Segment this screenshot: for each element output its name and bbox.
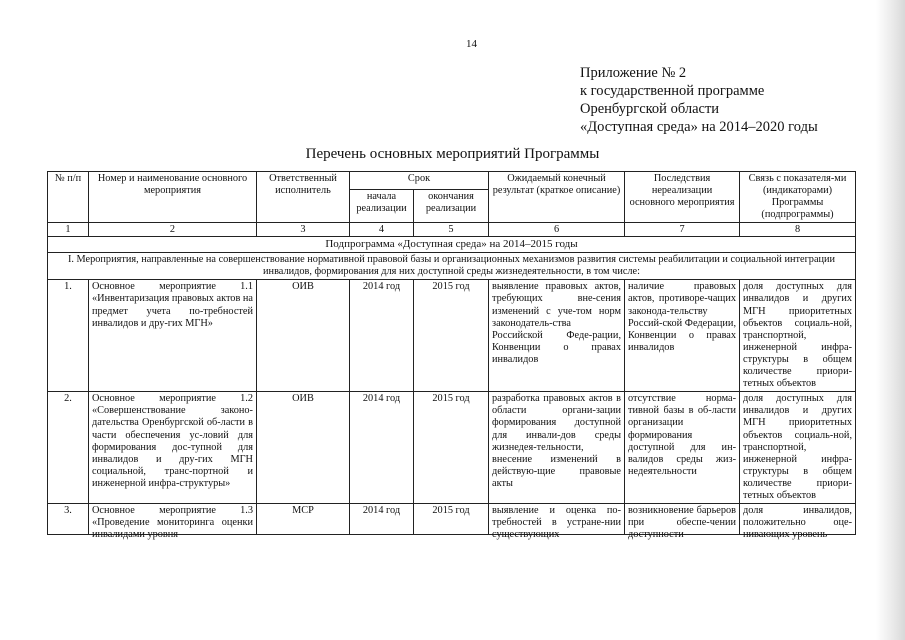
executor: ОИВ: [257, 392, 350, 504]
appendix-line-4: «Доступная среда» на 2014–2020 годы: [580, 119, 818, 135]
row-number: 3.: [64, 505, 72, 517]
header-no: № п/п: [48, 172, 89, 223]
document-title: Перечень основных мероприятий Программы: [305, 146, 600, 162]
activities-table: [47, 171, 856, 541]
column-number: 1: [48, 223, 89, 237]
table-row: [48, 280, 856, 392]
appendix-line-3: Оренбургской области: [580, 101, 720, 117]
appendix-heading: [580, 64, 818, 136]
header-end: окончания реализации: [414, 190, 489, 223]
header-consequences: Последствия нереализации основного мероприятия: [625, 172, 740, 223]
section-title: I. Мероприятия, направленные на совершенствование нормативной правовой базы и организационных механизмов развития системы реабилитации и социальной интеграции инвалидов, формирования для них доступной среды жизнедеятельности, в том числе:: [48, 253, 856, 280]
column-number: 8: [740, 223, 856, 237]
row-number: 2.: [48, 392, 89, 504]
executor: ОИВ: [257, 280, 350, 392]
row-number: 1.: [48, 280, 89, 392]
indicator-link: доля доступных для инвалидов и других МГН приоритетных объектов социаль-ной, транспортной, инженерной инфра-структуры в общем количестве приори-тетных объектов: [740, 280, 856, 392]
header-indicator-link: Связь с показателя-ми (индикаторами) Программы (подпрограммы): [740, 172, 856, 223]
column-number: 5: [414, 223, 489, 237]
column-number: 3: [257, 223, 350, 237]
table-header-row: [48, 172, 856, 190]
page-number: 14: [466, 38, 477, 50]
column-number: 4: [350, 223, 414, 237]
indicator-link: доля доступных для инвалидов и других МГН приоритетных объектов социаль-ной, транспортной, инженерной инфра-структуры в общем количестве приори-тетных объектов: [740, 392, 856, 504]
column-number-row: [48, 223, 856, 237]
column-number: 6: [489, 223, 625, 237]
indicator-link: доля инвалидов, положительно оце-нивающих уровень: [743, 505, 853, 541]
consequences: возникновение барьеров при обеспе-чении доступности: [628, 505, 737, 541]
subprogram-row: [48, 237, 856, 253]
table-row: [48, 504, 856, 535]
expected-result: разработка правовых актов в области органи-зации формирования доступной для инвали-дов среды жизнедея-тельности, внесение изменений в действую-щие правовые акты: [489, 392, 625, 504]
appendix-line-2: к государственной программе: [580, 83, 765, 99]
activity-name: Основное мероприятие 1.1 «Инвентаризация правовых актов на предмет учета по-требностей инвалидов и дру-гих МГН»: [89, 280, 257, 392]
header-executor: Ответственный исполнитель: [257, 172, 350, 223]
activity-name: Основное мероприятие 1.2 «Совершенствование законо-дательства Оренбургской об-ласти в части обеспечения ус-ловий для формирования дос-тупной для инвалидов и дру-гих МГН социальной, транс-портной и инженерной инфра-структуры»: [89, 392, 257, 504]
header-expected-result: Ожидаемый конечный результат (краткое описание): [489, 172, 625, 223]
subprogram-title: Подпрограмма «Доступная среда» на 2014–2015 годы: [48, 237, 856, 253]
table-row: [48, 392, 856, 504]
expected-result: выявление и оценка по-требностей в устране-нии существующих: [492, 505, 622, 541]
appendix-line-1: Приложение № 2: [580, 65, 687, 81]
column-number: 2: [89, 223, 257, 237]
header-activity-name: Номер и наименование основного мероприятия: [89, 172, 257, 223]
start-year: 2014 год: [362, 505, 401, 517]
executor: МСР: [292, 505, 314, 517]
end-year: 2015 год: [414, 392, 489, 504]
header-start: начала реализации: [350, 190, 414, 223]
expected-result: выявление правовых актов, требующих вне-сения изменений с уче-том норм законодатель-ства Российской Феде-рации, Конвенции о правах инвалидов: [489, 280, 625, 392]
header-term: Срок: [350, 172, 489, 190]
start-year: 2014 год: [350, 392, 414, 504]
activity-name: Основное мероприятие 1.3 «Проведение мониторинга оценки инвалидами уровня: [92, 505, 253, 541]
column-number: 7: [625, 223, 740, 237]
consequences: отсутствие норма-тивной базы в об-ласти организации формирования доступной для ин-валидов среды жиз-недеятельности: [625, 392, 740, 504]
consequences: наличие правовых актов, противоре-чащих законода-тельству Россий-ской Федерации, Конвенции о правах инвалидов: [625, 280, 740, 392]
section-row: [48, 253, 856, 280]
end-year: 2015 год: [414, 280, 489, 392]
start-year: 2014 год: [350, 280, 414, 392]
end-year: 2015 год: [432, 505, 470, 517]
scan-edge-shadow: [876, 0, 905, 640]
